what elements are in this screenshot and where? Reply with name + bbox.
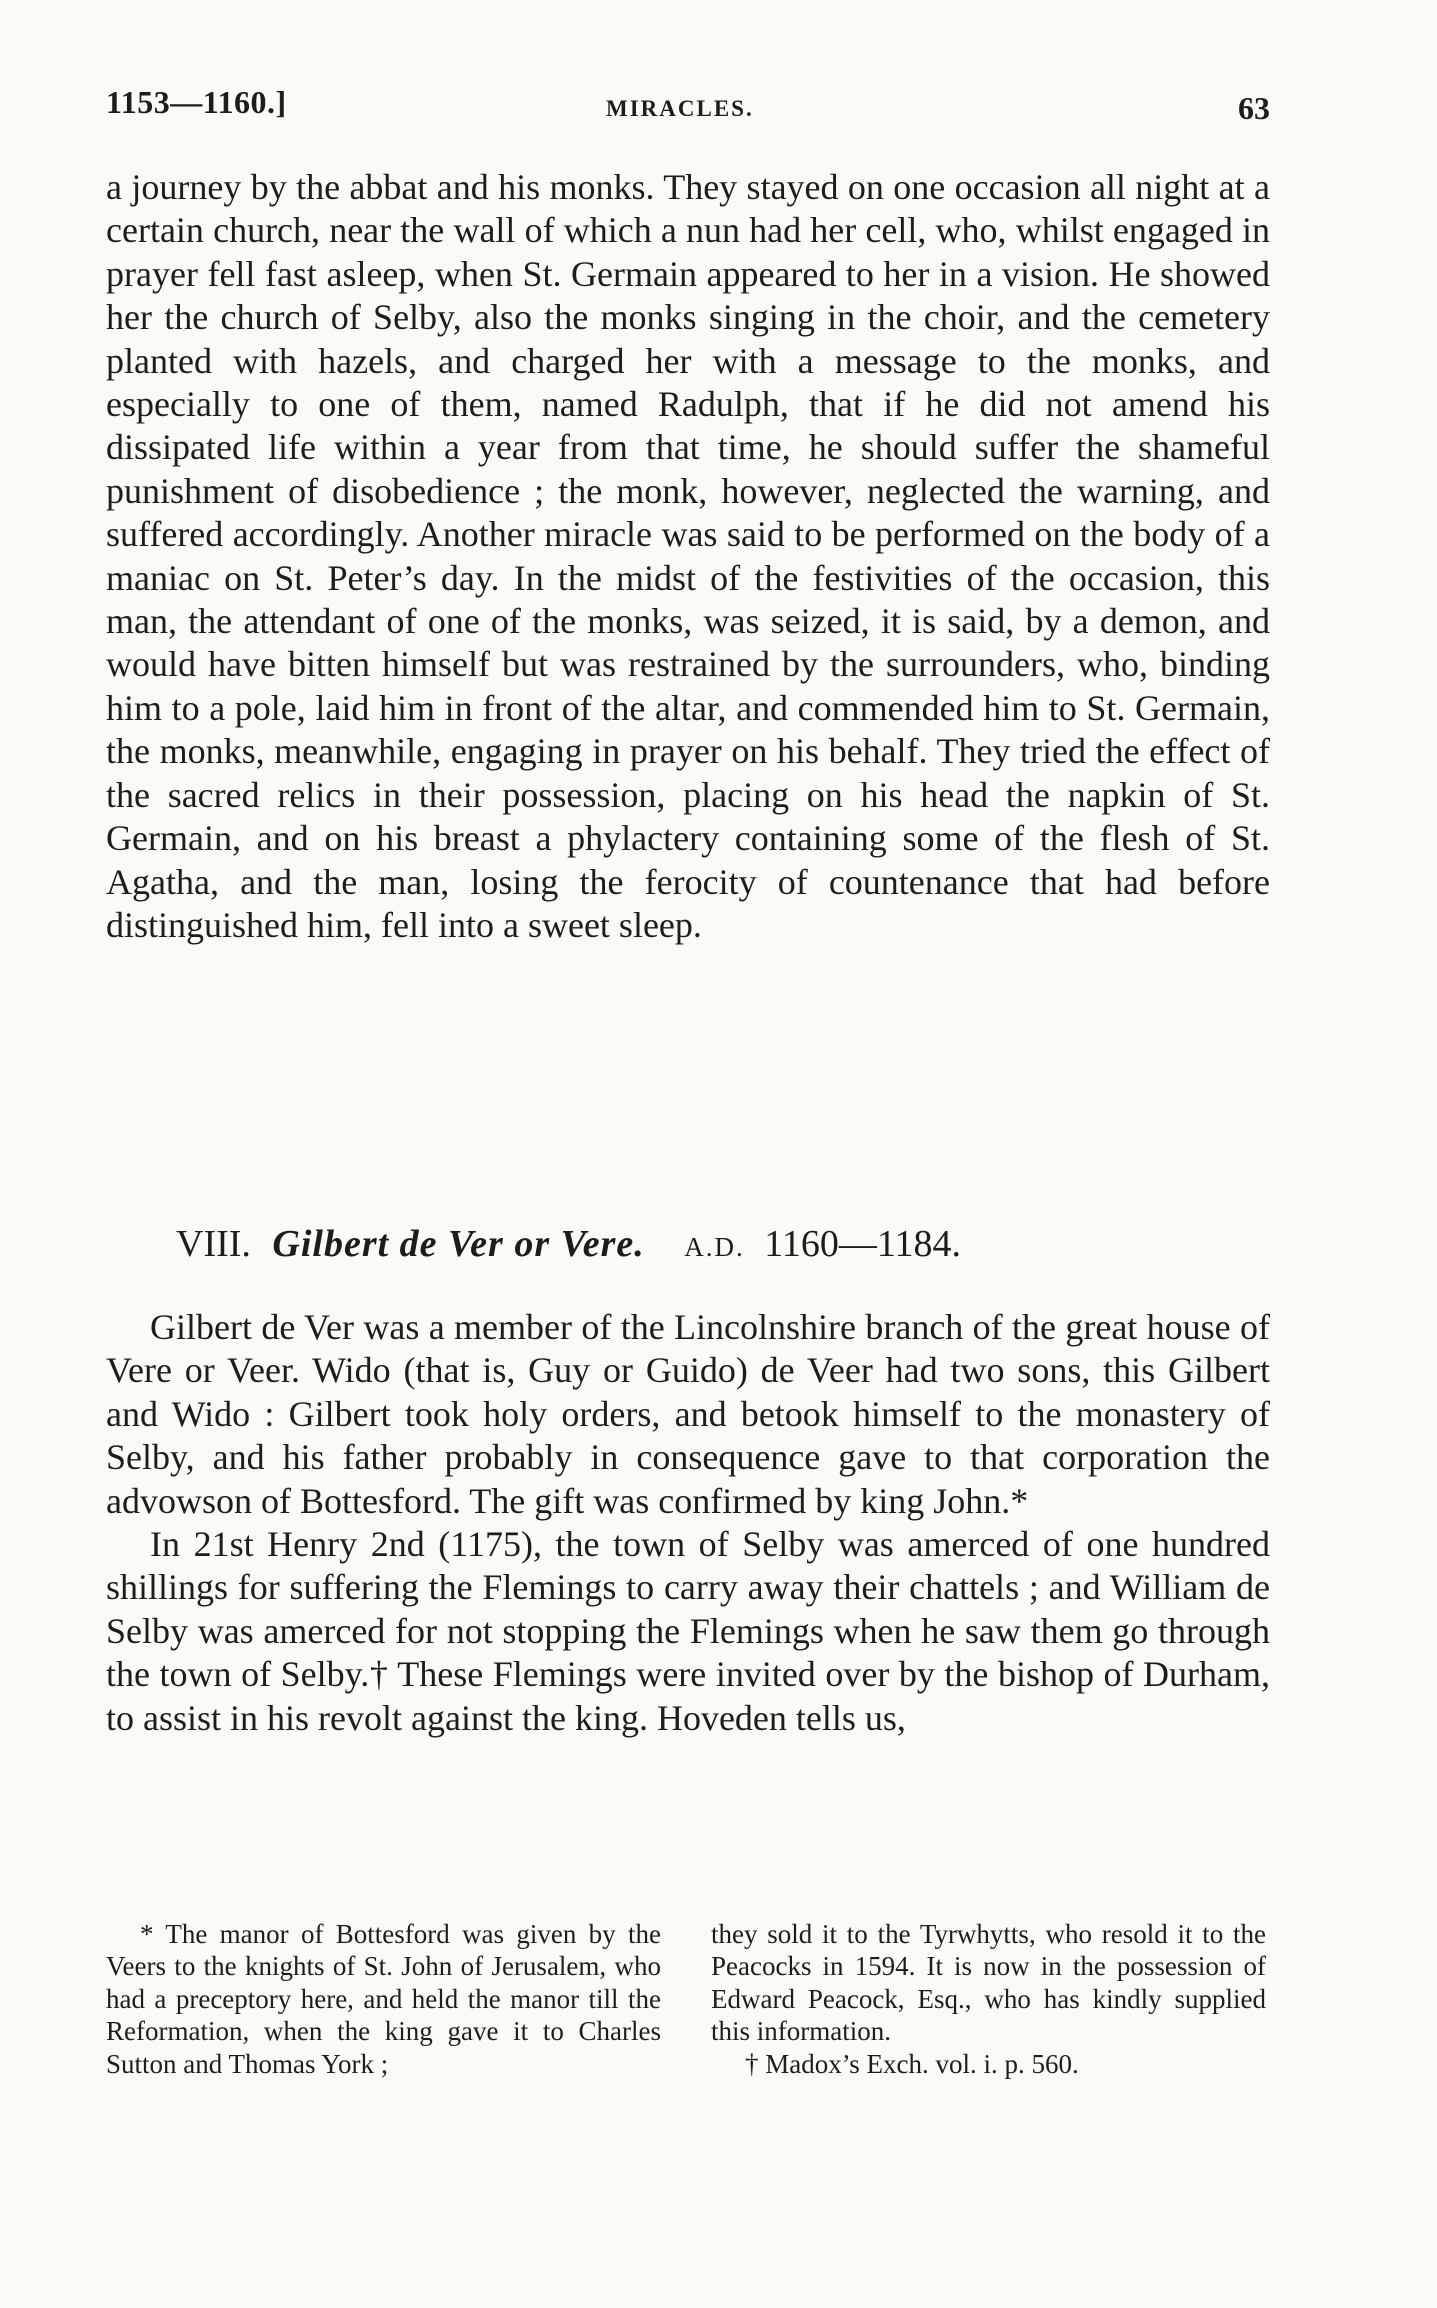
section-number: VIII. — [176, 1223, 251, 1265]
section-years: 1160—1184. — [764, 1223, 961, 1265]
footnote-column-right — [711, 1918, 1266, 2080]
section-body — [106, 1306, 1270, 1740]
page-number: 63 — [1238, 90, 1270, 126]
footnote-column-left — [106, 1918, 661, 2080]
section-title: Gilbert de Ver or Vere. — [272, 1223, 645, 1265]
running-head — [106, 84, 1270, 128]
header-date-range: 1153—1160.] — [106, 84, 287, 120]
paragraph-miracles — [106, 166, 1270, 947]
footnote-star-continued: they sold it to the Tyrwhytts, who resold it to the Peacocks in 1594. It is now in the possession of Edward Peacock, Esq., who has kindly supplied this information. — [711, 1919, 1266, 2047]
header-title: MIRACLES. — [606, 96, 754, 121]
paragraph-2-text: Gilbert de Ver was a member of the Lincolnshire branch of the great house of Vere or Veer. Wido (that is, Guy or Guido) de Veer had two sons, this Gilbert and Wido : Gilbert took holy orders, and betook himself to the monastery of Selby, and his father probably in consequence gave to that corporation the advowson of Bottesford. The gift was confirmed by king John.* — [106, 1307, 1270, 1521]
footnote-dagger-text: † Madox’s Exch. vol. i. p. 560. — [745, 2048, 1079, 2079]
footnotes — [106, 1918, 1270, 2108]
paragraph-1-text: a journey by the abbat and his monks. They stayed on one occasion all night at a certain church, near the wall of which a nun had her cell, who, whilst engaged in prayer fell fast asleep, when St. Germain appeared to her in a vision. He showed her the church of Selby, also the monks singing in the choir, and the cemetery planted with hazels, and charged her with a message to the monks, and especially to one of them, named Radulph, that if he did not amend his dissipated life within a year from that time, he should suffer the shameful punishment of disobedience ; the monk, however, neglected the warning, and suffered accordingly. Another miracle was said to be performed on the body of a maniac on St. Peter’s day. In the midst of the festivities of the occasion, this man, the attendant of one of the monks, was seized, it is said, by a demon, and would have bitten himself but was restrained by the surrounders, who, binding him to a pole, laid him in front of the altar, and commended him to St. Germain, the monks, meanwhile, engaging in prayer on his behalf. They tried the effect of the sacred relics in their possession, placing on his head the napkin of St. Germain, and on his breast a phylactery containing some of the flesh of St. Agatha, and the man, losing the ferocity of countenance that had before distinguished him, fell into a sweet sleep. — [106, 167, 1270, 945]
paragraph-3-text: In 21st Henry 2nd (1175), the town of Selby was amerced of one hundred shillings for suffering the Flemings to carry away their chattels ; and William de Selby was amerced for not stopping the Flemings when he saw them go through the town of Selby.† These Flemings were invited over by the bishop of Durham, to assist in his revolt against the king. Hoveden tells us, — [106, 1524, 1270, 1738]
section-heading — [176, 1222, 1226, 1266]
footnote-star-text: * The manor of Bottesford was given by the Veers to the knights of St. John of Jerusalem, who had a preceptory here, and held the manor till the Reformation, when the king gave it to Charles Sutton and Thomas York ; — [106, 1919, 661, 2079]
section-era: A.D. — [684, 1232, 745, 1262]
